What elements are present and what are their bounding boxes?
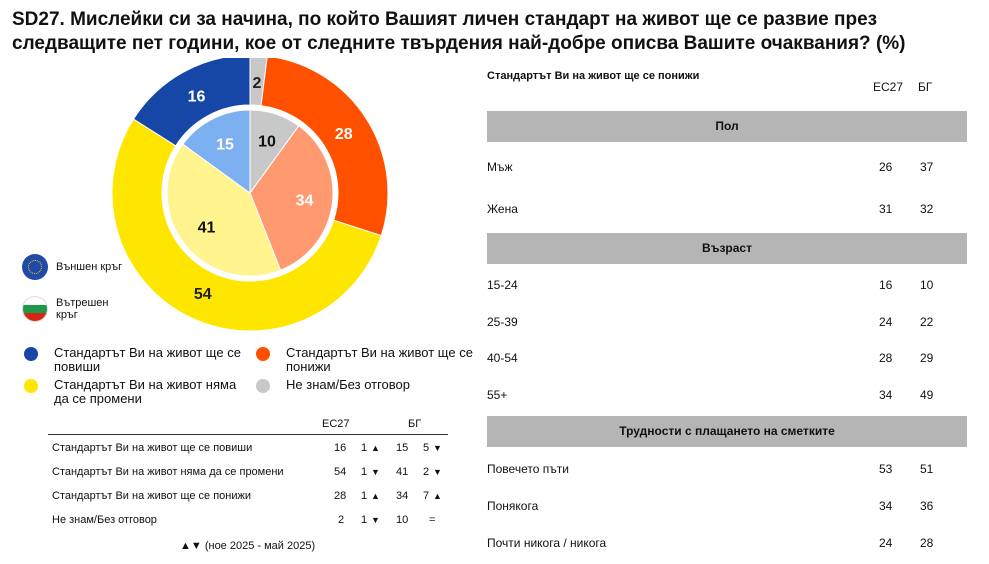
legend-label: Стандартът Ви на живот няма да се промени: [54, 377, 237, 406]
row-label: Стандартът Ви на живот ще се понижи: [52, 490, 252, 502]
row-label: Почти никога / никога: [487, 536, 607, 550]
bg-value: 10: [396, 514, 409, 526]
legend-outer-ring: [22, 254, 122, 280]
row-label: Жена: [487, 202, 518, 216]
table-row: [48, 514, 448, 532]
ec-value: 26: [879, 160, 893, 174]
breakdown-header-bg: БГ: [918, 80, 933, 94]
bg-arrow-icon: ▼: [433, 467, 442, 477]
row-label: 25-39: [487, 315, 518, 329]
section-band-age: Възраст: [487, 233, 967, 264]
bg-value: 49: [920, 388, 934, 402]
bg-arrow-icon: ▼: [433, 443, 442, 453]
bg-change: 7: [423, 490, 430, 502]
trend-note: ▲▼ (ное 2025 - май 2025): [180, 540, 316, 552]
bg-change: 5: [423, 442, 430, 454]
outer-label-decrease: 28: [334, 126, 353, 144]
outer-label-increase: 16: [187, 88, 206, 106]
ec-value: 31: [879, 202, 893, 216]
bg-value: 51: [920, 462, 934, 476]
inner-label-no-change: 41: [197, 219, 216, 237]
trend-header-ec: EC27: [322, 418, 350, 430]
bg-value: 32: [920, 202, 934, 216]
table-row: [48, 442, 448, 460]
ec-value: 16: [879, 278, 893, 292]
ec-change: 1: [361, 442, 368, 454]
bg-value: 37: [920, 160, 934, 174]
ec-arrow-icon: ▲: [371, 491, 380, 501]
table-row: [48, 466, 448, 484]
legend-inner-label: Вътрешен кръг: [56, 297, 109, 321]
legend-label: Не знам/Без отговор: [286, 377, 411, 392]
bg-equal-icon: =: [429, 514, 436, 526]
bulgaria-flag-icon: [22, 296, 48, 322]
inner-label-decrease: 34: [295, 192, 314, 210]
legend-item-increase: [24, 346, 249, 374]
row-label: 40-54: [487, 351, 518, 365]
outer-label-no-change: 54: [193, 286, 212, 304]
bg-value: 28: [920, 536, 934, 550]
bg-value: 22: [920, 315, 934, 329]
bg-value: 29: [920, 351, 934, 365]
ec-value: 28: [334, 490, 347, 502]
ec-change: 1: [361, 514, 368, 526]
ec-value: 53: [879, 462, 893, 476]
breakdown-header-ec: EC27: [873, 80, 904, 94]
legend-dot: [24, 379, 38, 393]
legend-outer-label: Външен кръг: [56, 261, 123, 273]
section-band-bills: Трудности с плащането на сметките: [487, 416, 967, 447]
page-title: SD27. Мислейки си за начина, по който Вашият личен стандарт на живот ще се развие през следващите пет години, кое от следните твърдения най-добре описва Вашите очаквания? (%): [12, 9, 906, 54]
eu-flag-icon: [22, 254, 48, 280]
legend-dot: [256, 379, 270, 393]
row-label: Не знам/Без отговор: [52, 514, 157, 526]
legend-item-no-change: [24, 378, 249, 406]
row-label: Стандартът Ви на живот няма да се промени: [52, 466, 284, 478]
inner-label-dont-know: 10: [258, 133, 276, 151]
section-band-gender: Пол: [487, 111, 967, 142]
row-label: Стандартът Ви на живот ще се повиши: [52, 442, 253, 454]
bg-value: 10: [920, 278, 934, 292]
bg-arrow-icon: ▲: [433, 491, 442, 501]
legend-dot: [256, 347, 270, 361]
ec-arrow-icon: ▼: [371, 515, 380, 525]
ec-value: 34: [879, 499, 893, 513]
bg-change: 2: [423, 466, 430, 478]
ec-value: 28: [879, 351, 893, 365]
ec-value: 34: [879, 388, 893, 402]
ec-value: 16: [334, 442, 347, 454]
nested-donut-chart: [100, 58, 400, 348]
bg-value: 36: [920, 499, 934, 513]
bg-value: 41: [396, 466, 409, 478]
legend-item-decrease: [256, 346, 481, 374]
trend-divider: [48, 434, 448, 435]
bg-value: 34: [396, 490, 409, 502]
breakdown-title: Стандартът Ви на живот ще се понижи: [487, 70, 700, 82]
ec-value: 2: [338, 514, 345, 526]
bg-value: 15: [396, 442, 409, 454]
ec-arrow-icon: ▼: [371, 467, 380, 477]
table-row: [48, 490, 448, 508]
ec-value: 24: [879, 315, 893, 329]
outer-label-dont-know: 2: [252, 74, 262, 92]
inner-label-increase: 15: [216, 136, 234, 154]
ec-value: 24: [879, 536, 893, 550]
row-label: 15-24: [487, 278, 518, 292]
legend-dot: [24, 347, 38, 361]
row-label: Повечето пъти: [487, 462, 569, 476]
trend-header-bg: БГ: [408, 418, 422, 430]
ec-value: 54: [334, 466, 347, 478]
row-label: 55+: [487, 388, 508, 402]
legend-label: Стандартът Ви на живот ще се повиши: [54, 345, 241, 374]
row-label: Понякога: [487, 499, 539, 513]
ec-change: 1: [361, 490, 368, 502]
ec-change: 1: [361, 466, 368, 478]
legend-label: Стандартът Ви на живот ще се понижи: [286, 345, 473, 374]
ec-arrow-icon: ▲: [371, 443, 380, 453]
row-label: Мъж: [487, 160, 513, 174]
legend-item-dont-know: [256, 378, 481, 393]
legend-inner-ring: [22, 296, 132, 322]
